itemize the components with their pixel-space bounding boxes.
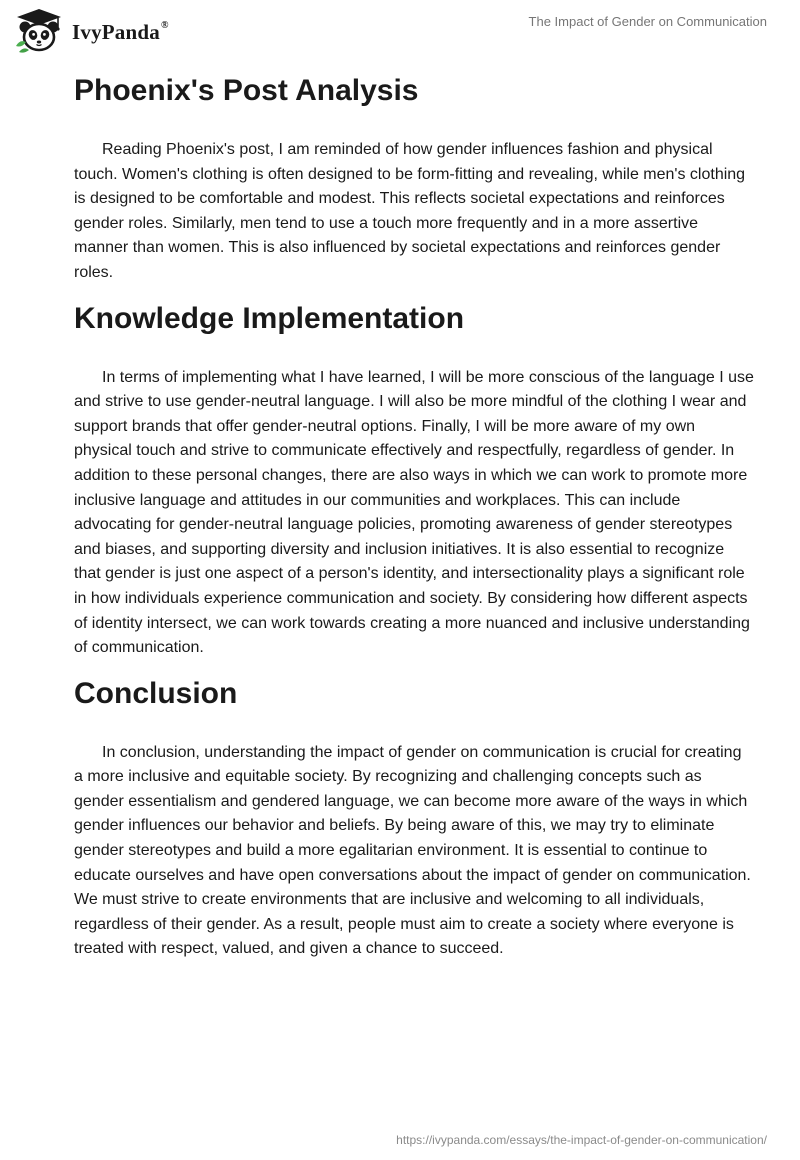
section-heading-knowledge-implementation: Knowledge Implementation [74, 301, 465, 335]
document-title: The Impact of Gender on Communication [528, 14, 767, 29]
source-url-link[interactable]: https://ivypanda.com/essays/the-impact-of-gender-on-communication/ [396, 1133, 767, 1147]
section-paragraph-phoenix-post-analysis: Reading Phoenix's post, I am reminded of how gender influences fashion and physical touch. Women's clothing is often designed to be form-fitting and revealing, while men's clothing is designed to be comfortable and modest. This reflects societal expectations and reinforces gender roles. Similarly, men tend to use a touch more frequently and in a more assertive manner than women. This is also influenced by societal expectations and reinforces gender roles. [74, 141, 746, 281]
brand-name [72, 20, 169, 45]
section-paragraph-conclusion: In conclusion, understanding the impact of gender on communication is crucial for creating a more inclusive and equitable society. By recognizing and challenging concepts such as gender essentialism and gendered language, we can become more aware of the ways in which gender influences our behavior and beliefs. By being aware of this, we may try to eliminate gender stereotypes and build a more egalitarian environment. It is essential to continue to educate ourselves and have open conversations about the impact of gender on communication. We must strive to create environments that are inclusive and welcoming to all individuals, regardless of their gender. As a result, people must aim to create a society where everyone is treated with respect, valued, and given a chance to succeed. [74, 743, 751, 958]
section-heading-conclusion: Conclusion [74, 676, 238, 710]
section-heading-phoenix-post-analysis: Phoenix's Post Analysis [74, 74, 419, 107]
ivypanda-logo[interactable] [14, 8, 169, 54]
section-paragraph-knowledge-implementation: In terms of implementing what I have learned, I will be more conscious of the language I use and strive to use gender-neutral language. I will also be more mindful of the clothing I wear and support brands that offer gender-neutral options. Finally, I will be more aware of my own physical touch and strive to communicate effectively and respectfully, regardless of gender. In addition to these personal changes, there are also ways in which we can work to promote more inclusive language and attitudes in our communities and workplaces. This can include advocating for gender-neutral language policies, promoting awareness of gender stereotypes and biases, and supporting diversity and inclusion initiatives. It is also essential to recognize that gender is just one aspect of a person's identity, and intersectionality plays a significant role in how individuals experience communication and society. By considering how different aspects of identity intersect, we can work towards creating a more nuanced and inclusive understanding of communication. [74, 368, 754, 657]
panda-graduation-cap-icon [14, 8, 64, 54]
essay-content [74, 70, 754, 962]
page-header [0, 0, 800, 60]
registered-mark: ® [160, 19, 169, 31]
brand-name-text: IvyPanda [72, 19, 160, 44]
